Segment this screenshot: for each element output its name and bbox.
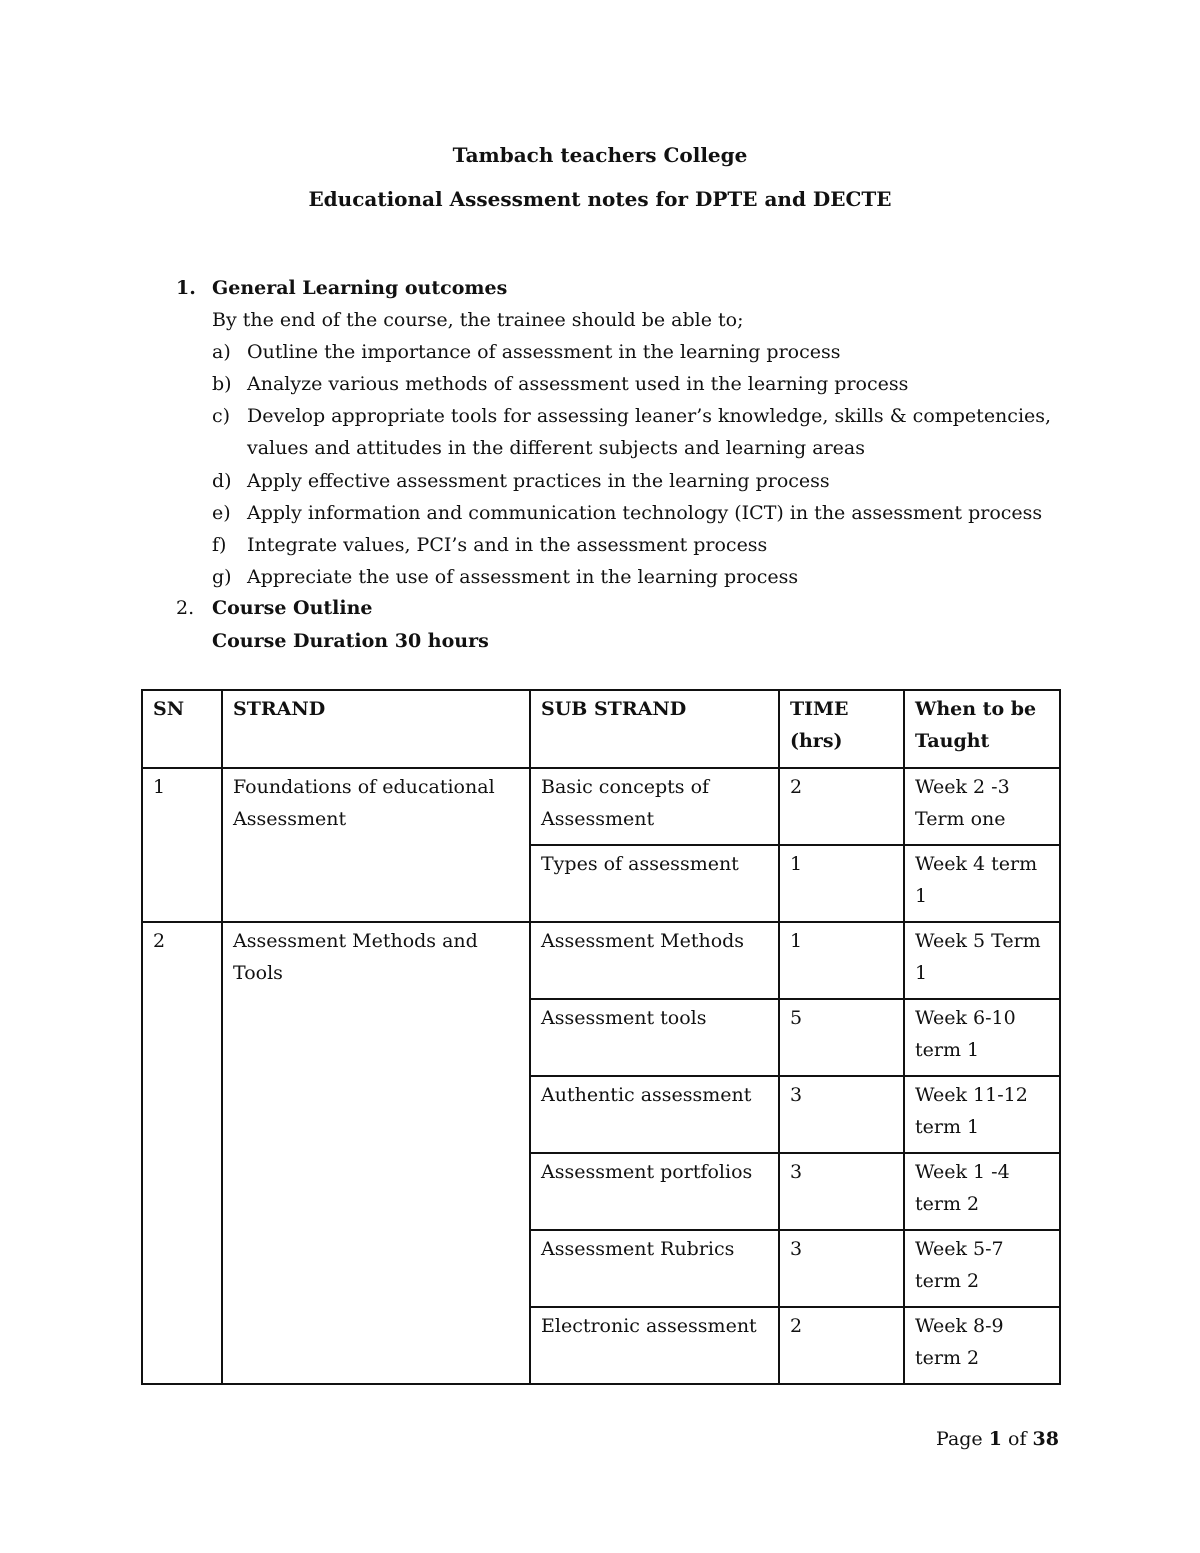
time-cell: 3: [779, 1153, 904, 1230]
table-row: [142, 922, 1060, 999]
header-sub-strand: SUB STRAND: [530, 690, 779, 768]
outcome-label: d): [212, 470, 232, 492]
outcome-text: Integrate values, PCI’s and in the assessment process: [247, 534, 768, 556]
document-title: Tambach teachers College: [452, 143, 748, 167]
time-cell: 3: [779, 1076, 904, 1153]
strand-cell: Assessment Methods and Tools: [222, 922, 530, 1384]
table-header-row: [142, 690, 1060, 768]
outcome-text: Apply effective assessment practices in the learning process: [247, 470, 830, 492]
outcome-text: Analyze various methods of assessment used in the learning process: [247, 373, 909, 395]
sub-strand-cell: Electronic assessment: [530, 1307, 779, 1384]
outcome-label: c): [212, 405, 231, 427]
when-cell: Week 6-10 term 1: [904, 999, 1060, 1076]
course-outline-table: [141, 689, 1061, 1385]
time-cell: 3: [779, 1230, 904, 1307]
when-cell: Week 8-9 term 2: [904, 1307, 1060, 1384]
outcome-text: Develop appropriate tools for assessing leaner’s knowledge, skills & competencies, values and attitudes in the different subjects and learning areas: [247, 405, 1052, 459]
time-cell: 2: [779, 768, 904, 845]
sub-strand-cell: Basic concepts of Assessment: [530, 768, 779, 845]
header-sn: SN: [142, 690, 222, 768]
sub-strand-cell: Assessment portfolios: [530, 1153, 779, 1230]
outcome-text: Appreciate the use of assessment in the learning process: [247, 566, 799, 588]
strand-cell: Foundations of educational Assessment: [222, 768, 530, 922]
when-cell: Week 11-12 term 1: [904, 1076, 1060, 1153]
header-time: TIME (hrs): [779, 690, 904, 768]
table-row: [142, 768, 1060, 845]
section1-intro: By the end of the course, the trainee should be able to;: [212, 309, 744, 331]
sub-strand-cell: Assessment tools: [530, 999, 779, 1076]
footer-page-word: Page: [936, 1428, 983, 1450]
outcome-label: a): [212, 341, 231, 363]
document-subtitle: Educational Assessment notes for DPTE and DECTE: [308, 187, 892, 211]
footer-page-total: 38: [1032, 1428, 1059, 1450]
section1-heading: General Learning outcomes: [212, 277, 508, 299]
sub-strand-cell: Authentic assessment: [530, 1076, 779, 1153]
time-cell: 1: [779, 922, 904, 999]
outcome-text: Outline the importance of assessment in the learning process: [247, 341, 841, 363]
time-cell: 1: [779, 845, 904, 922]
sn-cell: 1: [142, 768, 222, 922]
sub-strand-cell: Types of assessment: [530, 845, 779, 922]
when-cell: Week 4 term 1: [904, 845, 1060, 922]
when-cell: Week 5-7 term 2: [904, 1230, 1060, 1307]
section2-number: 2.: [176, 597, 195, 619]
sub-strand-cell: Assessment Methods: [530, 922, 779, 999]
when-cell: Week 2 -3 Term one: [904, 768, 1060, 845]
outcome-label: g): [212, 566, 232, 588]
course-duration: Course Duration 30 hours: [212, 630, 489, 652]
time-cell: 5: [779, 999, 904, 1076]
outcome-label: e): [212, 502, 231, 524]
sub-strand-cell: Assessment Rubrics: [530, 1230, 779, 1307]
time-cell: 2: [779, 1307, 904, 1384]
header-when: When to be Taught: [904, 690, 1060, 768]
footer-page-number: 1: [988, 1428, 1002, 1450]
outcome-text: Apply information and communication technology (ICT) in the assessment process: [247, 502, 1043, 524]
outcome-label: b): [212, 373, 232, 395]
when-cell: Week 5 Term 1: [904, 922, 1060, 999]
section2-heading: Course Outline: [212, 597, 373, 619]
outcome-label: f): [212, 534, 227, 556]
footer-of-word: of: [1008, 1428, 1027, 1450]
header-strand: STRAND: [222, 690, 530, 768]
sn-cell: 2: [142, 922, 222, 1384]
when-cell: Week 1 -4 term 2: [904, 1153, 1060, 1230]
section1-number: 1.: [176, 277, 196, 299]
page-footer: [0, 1428, 1059, 1450]
